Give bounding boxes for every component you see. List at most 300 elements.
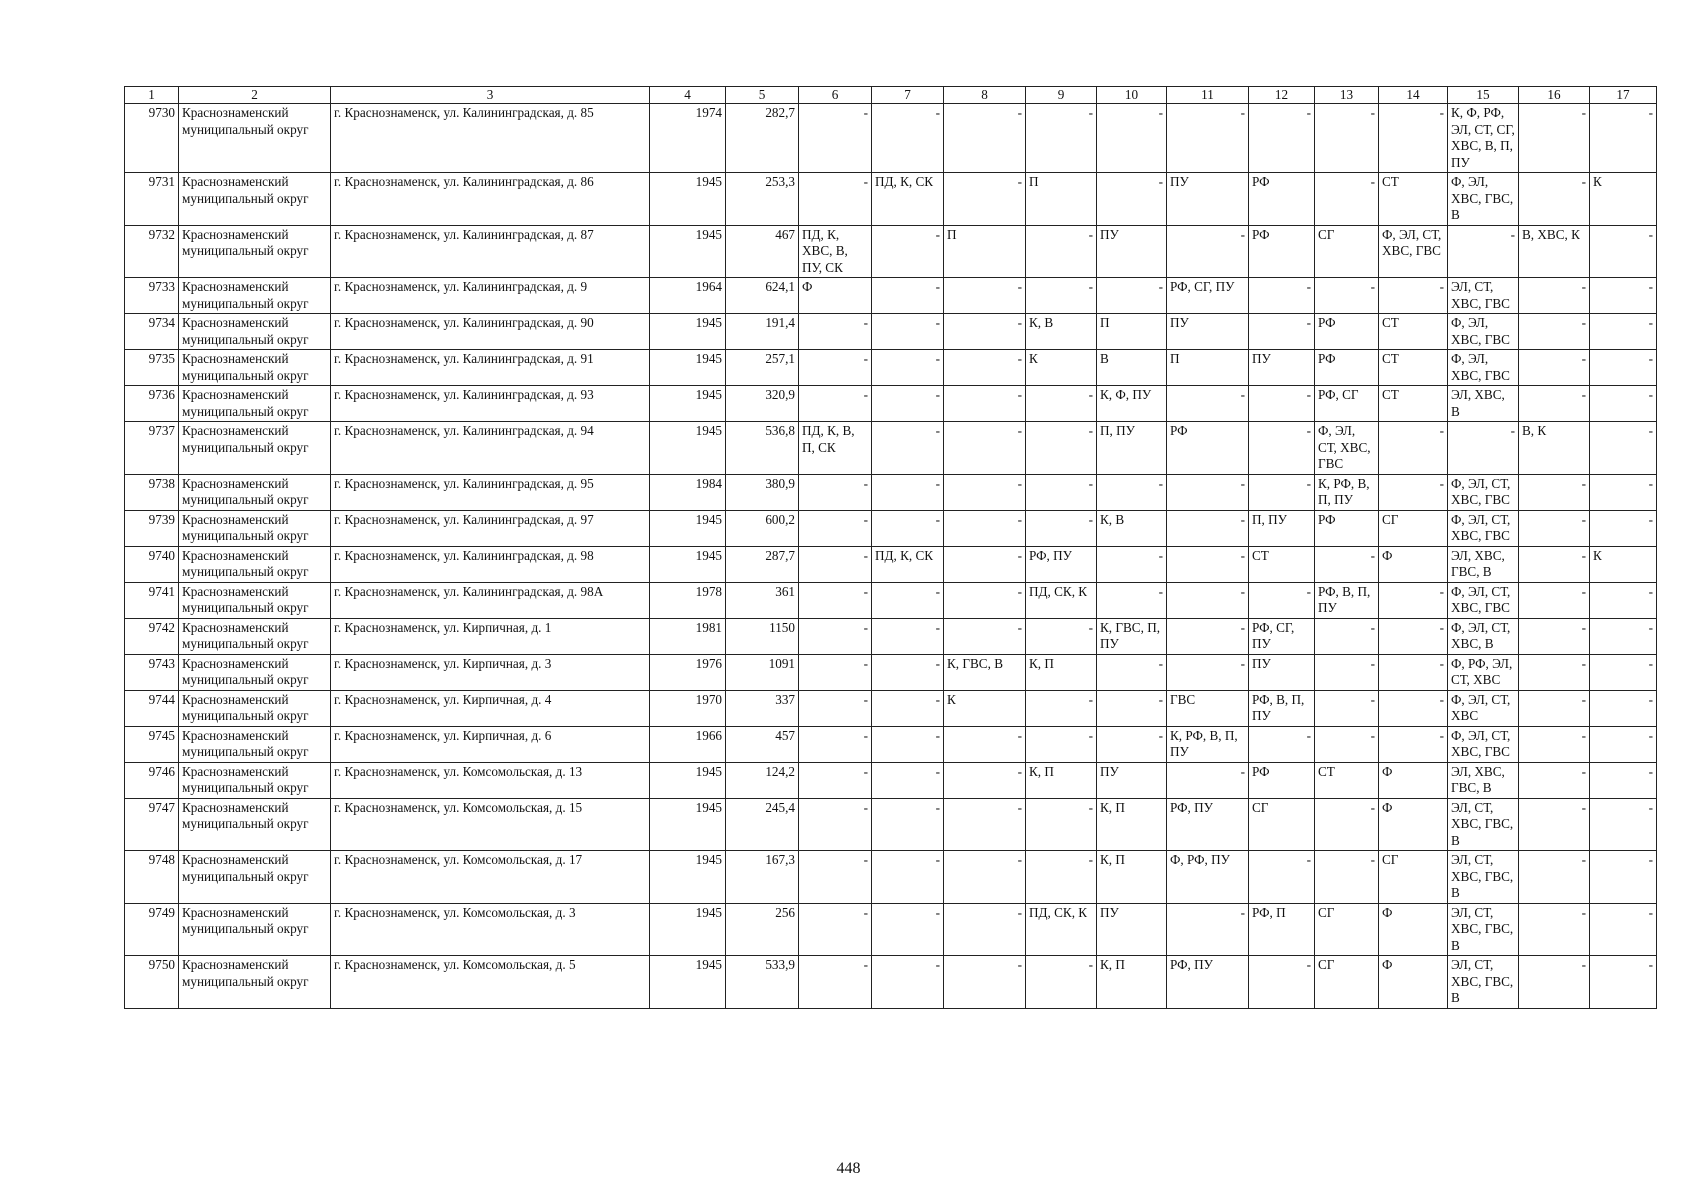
cell-record-number: 9743	[125, 654, 179, 690]
cell-col-12: -	[1249, 582, 1315, 618]
cell-col-6: -	[799, 546, 872, 582]
table-row	[125, 690, 1657, 726]
cell-col-7: ПД, К, СК	[872, 546, 944, 582]
cell-col-12: ПУ	[1249, 654, 1315, 690]
cell-district: Краснознаменский муниципальный округ	[179, 314, 331, 350]
cell-col-16: -	[1519, 582, 1590, 618]
table-row	[125, 104, 1657, 173]
cell-col-15: Ф, ЭЛ, СТ, ХВС, В	[1448, 618, 1519, 654]
cell-col-6: ПД, К, ХВС, В, ПУ, СК	[799, 225, 872, 278]
cell-col-11: РФ, ПУ	[1167, 798, 1249, 851]
cell-col-9: -	[1026, 956, 1097, 1009]
cell-col-11: -	[1167, 474, 1249, 510]
cell-record-number: 9748	[125, 851, 179, 904]
cell-col-15: ЭЛ, СТ, ХВС, ГВС, В	[1448, 956, 1519, 1009]
cell-col-10: -	[1097, 726, 1167, 762]
cell-col-15: Ф, ЭЛ, ХВС, ГВС	[1448, 314, 1519, 350]
cell-col-14: СГ	[1379, 851, 1448, 904]
cell-col-10: ПУ	[1097, 225, 1167, 278]
cell-col-12: -	[1249, 474, 1315, 510]
cell-col-13: -	[1315, 104, 1379, 173]
table-row	[125, 278, 1657, 314]
cell-col-17: -	[1590, 762, 1657, 798]
cell-col-11: РФ	[1167, 422, 1249, 475]
cell-year-built: 1984	[650, 474, 726, 510]
cell-record-number: 9746	[125, 762, 179, 798]
cell-area: 624,1	[726, 278, 799, 314]
cell-col-12: -	[1249, 104, 1315, 173]
cell-col-14: -	[1379, 726, 1448, 762]
cell-col-14: -	[1379, 654, 1448, 690]
table-row	[125, 654, 1657, 690]
cell-col-17: -	[1590, 104, 1657, 173]
column-header-15: 15	[1448, 87, 1519, 104]
cell-year-built: 1945	[650, 510, 726, 546]
table-row	[125, 422, 1657, 475]
cell-col-11: -	[1167, 903, 1249, 956]
cell-col-10: ПУ	[1097, 762, 1167, 798]
cell-year-built: 1945	[650, 903, 726, 956]
cell-district: Краснознаменский муниципальный округ	[179, 350, 331, 386]
cell-area: 361	[726, 582, 799, 618]
cell-col-6: -	[799, 173, 872, 226]
cell-col-11: -	[1167, 762, 1249, 798]
cell-address: г. Краснознаменск, ул. Комсомольская, д. 17	[331, 851, 650, 904]
cell-area: 1150	[726, 618, 799, 654]
cell-col-12: РФ, В, П, ПУ	[1249, 690, 1315, 726]
cell-col-10: К, П	[1097, 798, 1167, 851]
cell-col-11: -	[1167, 654, 1249, 690]
cell-col-9: -	[1026, 422, 1097, 475]
cell-col-6: -	[799, 726, 872, 762]
cell-col-17: К	[1590, 173, 1657, 226]
cell-col-7: -	[872, 386, 944, 422]
cell-col-14: -	[1379, 474, 1448, 510]
column-header-5: 5	[726, 87, 799, 104]
cell-record-number: 9741	[125, 582, 179, 618]
cell-col-14: Ф	[1379, 762, 1448, 798]
cell-col-13: -	[1315, 798, 1379, 851]
cell-record-number: 9735	[125, 350, 179, 386]
cell-col-11: РФ, ПУ	[1167, 956, 1249, 1009]
page-number: 448	[836, 1160, 861, 1177]
cell-col-15: -	[1448, 422, 1519, 475]
cell-address: г. Краснознаменск, ул. Кирпичная, д. 6	[331, 726, 650, 762]
cell-district: Краснознаменский муниципальный округ	[179, 654, 331, 690]
table-row	[125, 314, 1657, 350]
cell-col-6: -	[799, 104, 872, 173]
cell-col-13: К, РФ, В, П, ПУ	[1315, 474, 1379, 510]
cell-col-15: ЭЛ, ХВС, В	[1448, 386, 1519, 422]
cell-area: 457	[726, 726, 799, 762]
cell-col-8: -	[944, 278, 1026, 314]
cell-col-8: -	[944, 350, 1026, 386]
cell-col-16: -	[1519, 314, 1590, 350]
cell-col-8: -	[944, 618, 1026, 654]
cell-district: Краснознаменский муниципальный округ	[179, 582, 331, 618]
cell-col-6: -	[799, 851, 872, 904]
cell-area: 1091	[726, 654, 799, 690]
cell-year-built: 1978	[650, 582, 726, 618]
cell-district: Краснознаменский муниципальный округ	[179, 546, 331, 582]
cell-col-11: ГВС	[1167, 690, 1249, 726]
cell-col-6: -	[799, 690, 872, 726]
cell-col-16: -	[1519, 104, 1590, 173]
cell-address: г. Краснознаменск, ул. Калининградская, д. 98	[331, 546, 650, 582]
cell-record-number: 9747	[125, 798, 179, 851]
cell-col-6: -	[799, 510, 872, 546]
column-header-2: 2	[179, 87, 331, 104]
cell-record-number: 9737	[125, 422, 179, 475]
cell-col-10: -	[1097, 654, 1167, 690]
cell-col-7: -	[872, 104, 944, 173]
cell-col-17: -	[1590, 582, 1657, 618]
cell-col-12: ПУ	[1249, 350, 1315, 386]
cell-col-16: -	[1519, 350, 1590, 386]
cell-record-number: 9736	[125, 386, 179, 422]
table-row	[125, 510, 1657, 546]
table-row	[125, 903, 1657, 956]
cell-year-built: 1970	[650, 690, 726, 726]
cell-col-10: К, В	[1097, 510, 1167, 546]
cell-area: 167,3	[726, 851, 799, 904]
cell-col-13: РФ	[1315, 350, 1379, 386]
cell-col-12: -	[1249, 278, 1315, 314]
cell-address: г. Краснознаменск, ул. Калининградская, д. 95	[331, 474, 650, 510]
cell-col-15: Ф, ЭЛ, ХВС, ГВС, В	[1448, 173, 1519, 226]
column-header-3: 3	[331, 87, 650, 104]
cell-col-16: -	[1519, 726, 1590, 762]
cell-year-built: 1976	[650, 654, 726, 690]
cell-col-7: -	[872, 582, 944, 618]
column-number-header-row	[125, 87, 1657, 104]
cell-col-16: -	[1519, 851, 1590, 904]
cell-col-8: -	[944, 173, 1026, 226]
cell-col-10: -	[1097, 546, 1167, 582]
cell-col-11: К, РФ, В, П, ПУ	[1167, 726, 1249, 762]
cell-col-15: ЭЛ, СТ, ХВС, ГВС, В	[1448, 798, 1519, 851]
cell-col-14: СТ	[1379, 350, 1448, 386]
cell-area: 337	[726, 690, 799, 726]
cell-district: Краснознаменский муниципальный округ	[179, 903, 331, 956]
cell-district: Краснознаменский муниципальный округ	[179, 104, 331, 173]
cell-record-number: 9750	[125, 956, 179, 1009]
cell-address: г. Краснознаменск, ул. Кирпичная, д. 3	[331, 654, 650, 690]
cell-record-number: 9739	[125, 510, 179, 546]
cell-col-8: -	[944, 422, 1026, 475]
cell-col-13: -	[1315, 618, 1379, 654]
cell-col-9: -	[1026, 690, 1097, 726]
cell-record-number: 9731	[125, 173, 179, 226]
cell-col-14: -	[1379, 690, 1448, 726]
cell-col-10: П, ПУ	[1097, 422, 1167, 475]
cell-col-12: РФ	[1249, 225, 1315, 278]
cell-address: г. Краснознаменск, ул. Калининградская, д. 93	[331, 386, 650, 422]
cell-col-7: -	[872, 225, 944, 278]
cell-col-14: Ф, ЭЛ, СТ, ХВС, ГВС	[1379, 225, 1448, 278]
cell-col-9: П	[1026, 173, 1097, 226]
cell-col-7: -	[872, 510, 944, 546]
cell-col-14: Ф	[1379, 903, 1448, 956]
cell-col-16: В, К	[1519, 422, 1590, 475]
cell-year-built: 1945	[650, 851, 726, 904]
cell-col-12: РФ	[1249, 762, 1315, 798]
cell-area: 253,3	[726, 173, 799, 226]
cell-col-7: -	[872, 314, 944, 350]
cell-col-9: К, П	[1026, 654, 1097, 690]
cell-col-15: Ф, ЭЛ, СТ, ХВС, ГВС	[1448, 582, 1519, 618]
cell-year-built: 1945	[650, 225, 726, 278]
cell-area: 191,4	[726, 314, 799, 350]
cell-col-7: -	[872, 798, 944, 851]
cell-year-built: 1964	[650, 278, 726, 314]
cell-col-13: РФ, СГ	[1315, 386, 1379, 422]
column-header-7: 7	[872, 87, 944, 104]
cell-col-16: -	[1519, 173, 1590, 226]
cell-district: Краснознаменский муниципальный округ	[179, 851, 331, 904]
cell-col-7: -	[872, 474, 944, 510]
cell-col-16: -	[1519, 798, 1590, 851]
cell-col-15: Ф, ЭЛ, СТ, ХВС, ГВС	[1448, 726, 1519, 762]
cell-col-10: В	[1097, 350, 1167, 386]
cell-address: г. Краснознаменск, ул. Калининградская, д. 86	[331, 173, 650, 226]
cell-col-12: РФ, СГ, ПУ	[1249, 618, 1315, 654]
cell-col-14: СТ	[1379, 314, 1448, 350]
cell-col-8: К, ГВС, В	[944, 654, 1026, 690]
cell-district: Краснознаменский муниципальный округ	[179, 510, 331, 546]
cell-area: 245,4	[726, 798, 799, 851]
cell-col-11: РФ, СГ, ПУ	[1167, 278, 1249, 314]
cell-year-built: 1945	[650, 350, 726, 386]
cell-col-9: -	[1026, 510, 1097, 546]
cell-col-9: ПД, СК, К	[1026, 582, 1097, 618]
cell-col-10: К, П	[1097, 956, 1167, 1009]
cell-col-6: -	[799, 762, 872, 798]
cell-col-16: -	[1519, 474, 1590, 510]
cell-col-16: -	[1519, 762, 1590, 798]
cell-col-16: -	[1519, 386, 1590, 422]
cell-col-15: -	[1448, 225, 1519, 278]
cell-col-10: К, ГВС, П, ПУ	[1097, 618, 1167, 654]
cell-col-10: -	[1097, 690, 1167, 726]
cell-col-17: -	[1590, 225, 1657, 278]
cell-col-6: -	[799, 386, 872, 422]
cell-col-15: ЭЛ, СТ, ХВС, ГВС, В	[1448, 903, 1519, 956]
cell-col-11: -	[1167, 386, 1249, 422]
cell-col-11: ПУ	[1167, 314, 1249, 350]
cell-col-13: -	[1315, 851, 1379, 904]
cell-district: Краснознаменский муниципальный округ	[179, 225, 331, 278]
cell-address: г. Краснознаменск, ул. Калининградская, д. 98А	[331, 582, 650, 618]
cell-col-9: К, В	[1026, 314, 1097, 350]
table-row	[125, 851, 1657, 904]
cell-col-16: -	[1519, 546, 1590, 582]
cell-year-built: 1945	[650, 386, 726, 422]
cell-col-16: -	[1519, 510, 1590, 546]
cell-col-14: -	[1379, 278, 1448, 314]
cell-col-17: -	[1590, 956, 1657, 1009]
cell-col-9: -	[1026, 225, 1097, 278]
column-header-17: 17	[1590, 87, 1657, 104]
cell-col-13: РФ, В, П, ПУ	[1315, 582, 1379, 618]
cell-col-17: -	[1590, 474, 1657, 510]
cell-record-number: 9730	[125, 104, 179, 173]
cell-col-8: -	[944, 956, 1026, 1009]
cell-col-9: -	[1026, 104, 1097, 173]
cell-col-6: -	[799, 956, 872, 1009]
cell-year-built: 1966	[650, 726, 726, 762]
cell-col-7: -	[872, 762, 944, 798]
cell-col-16: -	[1519, 956, 1590, 1009]
cell-col-13: -	[1315, 726, 1379, 762]
cell-col-15: ЭЛ, СТ, ХВС, ГВС	[1448, 278, 1519, 314]
cell-col-10: -	[1097, 173, 1167, 226]
cell-col-10: К, Ф, ПУ	[1097, 386, 1167, 422]
cell-col-10: -	[1097, 582, 1167, 618]
cell-col-14: Ф	[1379, 546, 1448, 582]
cell-district: Краснознаменский муниципальный округ	[179, 173, 331, 226]
cell-col-7: -	[872, 654, 944, 690]
cell-year-built: 1945	[650, 314, 726, 350]
column-header-1: 1	[125, 87, 179, 104]
cell-col-7: ПД, К, СК	[872, 173, 944, 226]
cell-area: 380,9	[726, 474, 799, 510]
cell-area: 287,7	[726, 546, 799, 582]
cell-col-16: В, ХВС, К	[1519, 225, 1590, 278]
cell-col-7: -	[872, 690, 944, 726]
cell-col-8: -	[944, 762, 1026, 798]
cell-col-8: -	[944, 851, 1026, 904]
cell-col-15: Ф, РФ, ЭЛ, СТ, ХВС	[1448, 654, 1519, 690]
cell-col-12: СТ	[1249, 546, 1315, 582]
cell-col-12: РФ, П	[1249, 903, 1315, 956]
cell-record-number: 9733	[125, 278, 179, 314]
cell-address: г. Краснознаменск, ул. Комсомольская, д. 5	[331, 956, 650, 1009]
column-header-4: 4	[650, 87, 726, 104]
cell-col-15: Ф, ЭЛ, СТ, ХВС, ГВС	[1448, 474, 1519, 510]
cell-col-10: П	[1097, 314, 1167, 350]
cell-record-number: 9744	[125, 690, 179, 726]
cell-col-9: -	[1026, 618, 1097, 654]
cell-col-8: -	[944, 546, 1026, 582]
cell-col-14: -	[1379, 618, 1448, 654]
cell-col-12: -	[1249, 386, 1315, 422]
cell-col-17: -	[1590, 422, 1657, 475]
cell-area: 282,7	[726, 104, 799, 173]
cell-col-17: -	[1590, 726, 1657, 762]
cell-col-9: К, П	[1026, 762, 1097, 798]
table-row	[125, 956, 1657, 1009]
table-row	[125, 762, 1657, 798]
cell-col-12: -	[1249, 851, 1315, 904]
cell-col-8: -	[944, 798, 1026, 851]
cell-address: г. Краснознаменск, ул. Комсомольская, д. 15	[331, 798, 650, 851]
cell-district: Краснознаменский муниципальный округ	[179, 956, 331, 1009]
cell-col-13: СГ	[1315, 956, 1379, 1009]
cell-col-16: -	[1519, 654, 1590, 690]
cell-col-7: -	[872, 350, 944, 386]
cell-col-9: РФ, ПУ	[1026, 546, 1097, 582]
cell-col-14: -	[1379, 104, 1448, 173]
cell-col-10: К, П	[1097, 851, 1167, 904]
cell-col-16: -	[1519, 690, 1590, 726]
cell-col-8: -	[944, 582, 1026, 618]
cell-col-11: -	[1167, 618, 1249, 654]
cell-address: г. Краснознаменск, ул. Кирпичная, д. 4	[331, 690, 650, 726]
cell-col-11: П	[1167, 350, 1249, 386]
cell-col-17: -	[1590, 654, 1657, 690]
cell-col-14: СГ	[1379, 510, 1448, 546]
cell-district: Краснознаменский муниципальный округ	[179, 726, 331, 762]
cell-col-6: Ф	[799, 278, 872, 314]
cell-col-9: -	[1026, 726, 1097, 762]
cell-col-8: -	[944, 314, 1026, 350]
table-row	[125, 386, 1657, 422]
cell-year-built: 1945	[650, 546, 726, 582]
cell-area: 320,9	[726, 386, 799, 422]
cell-col-8: -	[944, 386, 1026, 422]
table-row	[125, 546, 1657, 582]
cell-col-13: -	[1315, 654, 1379, 690]
table-row	[125, 474, 1657, 510]
column-header-6: 6	[799, 87, 872, 104]
cell-col-7: -	[872, 956, 944, 1009]
cell-col-8: П	[944, 225, 1026, 278]
cell-address: г. Краснознаменск, ул. Калининградская, д. 85	[331, 104, 650, 173]
cell-col-6: -	[799, 903, 872, 956]
cell-col-15: ЭЛ, СТ, ХВС, ГВС, В	[1448, 851, 1519, 904]
cell-col-6: -	[799, 798, 872, 851]
cell-col-15: Ф, ЭЛ, ХВС, ГВС	[1448, 350, 1519, 386]
cell-col-17: -	[1590, 903, 1657, 956]
cell-col-11: Ф, РФ, ПУ	[1167, 851, 1249, 904]
cell-col-7: -	[872, 726, 944, 762]
column-header-14: 14	[1379, 87, 1448, 104]
cell-col-9: ПД, СК, К	[1026, 903, 1097, 956]
table-row	[125, 618, 1657, 654]
cell-address: г. Краснознаменск, ул. Комсомольская, д. 13	[331, 762, 650, 798]
cell-address: г. Краснознаменск, ул. Калининградская, д. 90	[331, 314, 650, 350]
cell-col-16: -	[1519, 903, 1590, 956]
cell-col-13: -	[1315, 278, 1379, 314]
cell-col-13: СГ	[1315, 903, 1379, 956]
cell-col-13: -	[1315, 690, 1379, 726]
column-header-13: 13	[1315, 87, 1379, 104]
cell-district: Краснознаменский муниципальный округ	[179, 278, 331, 314]
cell-col-9: -	[1026, 798, 1097, 851]
cell-district: Краснознаменский муниципальный округ	[179, 690, 331, 726]
cell-col-15: ЭЛ, ХВС, ГВС, В	[1448, 546, 1519, 582]
cell-year-built: 1945	[650, 956, 726, 1009]
cell-col-13: -	[1315, 546, 1379, 582]
cell-district: Краснознаменский муниципальный округ	[179, 386, 331, 422]
cell-col-17: К	[1590, 546, 1657, 582]
cell-year-built: 1945	[650, 798, 726, 851]
cell-col-11: -	[1167, 104, 1249, 173]
cell-record-number: 9738	[125, 474, 179, 510]
cell-address: г. Краснознаменск, ул. Кирпичная, д. 1	[331, 618, 650, 654]
register-sheet	[124, 86, 1653, 1009]
column-header-8: 8	[944, 87, 1026, 104]
cell-col-11: -	[1167, 546, 1249, 582]
cell-col-9: -	[1026, 386, 1097, 422]
cell-col-12: -	[1249, 726, 1315, 762]
cell-district: Краснознаменский муниципальный округ	[179, 474, 331, 510]
cell-col-16: -	[1519, 618, 1590, 654]
cell-col-8: -	[944, 903, 1026, 956]
cell-col-10: ПУ	[1097, 903, 1167, 956]
column-header-11: 11	[1167, 87, 1249, 104]
